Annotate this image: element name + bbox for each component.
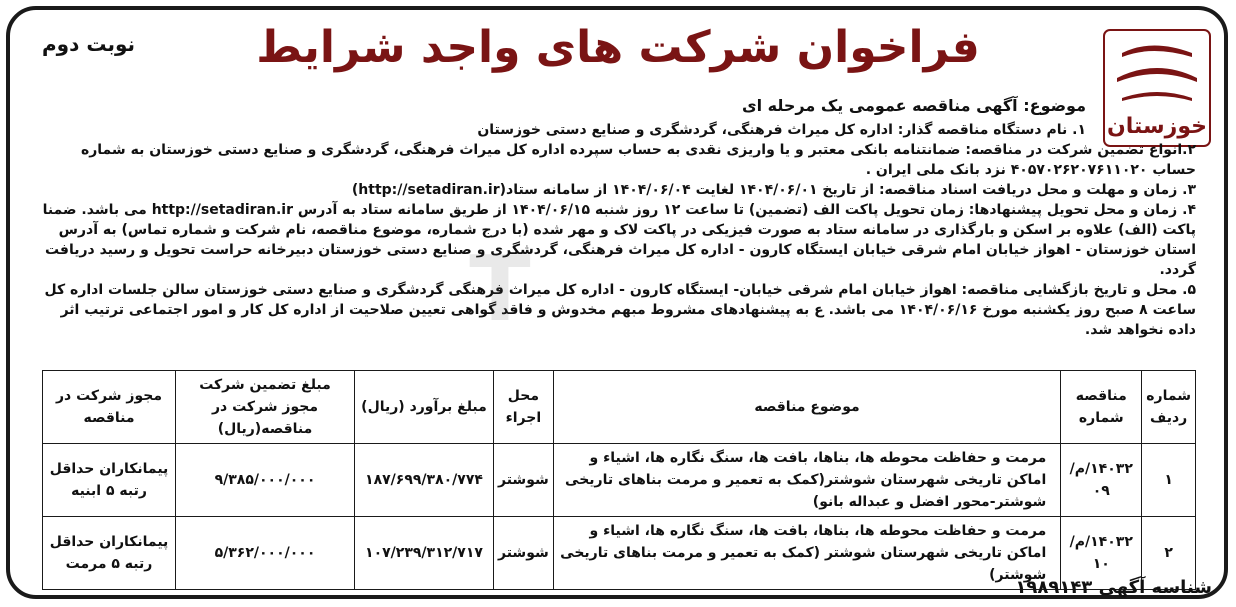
cell-tender-number: ۱۴۰۳۲/م/۱۰: [1061, 517, 1142, 590]
item-5: ۵. محل و تاریخ بازگشایی مناقصه: اهواز خیابان امام شرقی خیابان- ایستگاه کارون - اداره کل میراث فرهنگی گردشگری و صنایع دستی خوزستان سالن جلسات اداره کل ساعت ۸ صبح روز یکشنبه مورخ ۱۴۰۴/۰۶/۱۶ می باشد. ع به پیشنهادهای مشروط مبهم مخدوش و فاقد گواهی تعیین صلاحیت از اداره کل کار و امور اجتماعی ترتیب اثر داده نخواهد شد.: [44, 282, 1196, 338]
cell-location: شوشتر: [494, 517, 554, 590]
organization-logo: [1102, 28, 1212, 148]
cell-row-number: ۱: [1142, 444, 1196, 517]
notice-title: فراخوان شرکت های واجد شرایط: [256, 22, 980, 73]
cell-location: شوشتر: [494, 444, 554, 517]
col-tender-number: مناقصه شماره: [1061, 371, 1142, 444]
cell-tender-subject: مرمت و حفاظت محوطه ها، بناها، بافت ها، سنگ نگاره ها، اشیاء و اماکن تاریخی شهرستان شوشتر(کمک به تعمیر و مرمت بناهای تاریخی شوشتر-محور افضل و عبداله بانو): [553, 444, 1061, 517]
cell-estimate: ۱۰۷/۲۳۹/۳۱۲/۷۱۷: [355, 517, 494, 590]
item-1: ۱. نام دستگاه مناقصه گذار: اداره کل میراث فرهنگی، گردشگری و صنایع دستی خوزستان: [477, 122, 1086, 138]
col-location: محل اجراء: [494, 371, 554, 444]
cell-tender-subject: مرمت و حفاظت محوطه ها، بناها، بافت ها، سنگ نگاره ها، اشیاء و اماکن تاریخی شهرستان شوشتر (کمک به تعمیر و مرمت بناهای تاریخی شوشتر): [553, 517, 1061, 590]
cell-estimate: ۱۸۷/۶۹۹/۳۸۰/۷۷۴: [355, 444, 494, 517]
round-label: نوبت دوم: [42, 32, 136, 56]
watermark-logo: [240, 220, 760, 420]
col-license: مجوز شرکت در مناقصه: [43, 371, 176, 444]
cell-tender-number: ۱۴۰۳۲/م/۰۹: [1061, 444, 1142, 517]
item-4: ۴. زمان و محل تحویل پیشنهادها: زمان تحویل پاکت الف (تضمین) تا ساعت ۱۲ روز شنبه ۱۴۰۴/۰۶/۱۵ از طریق سامانه ستاد به آدرس http://setadiran.ir می باشد. ضمنا پاکت (الف) علاوه بر اسکن و بارگذاری در سامانه ستاد به صورت فیزیکی در پاکت لاک و مهر شده (با درج شماره، موضوع مناقصه، نام شرکت و شماره تماس) به آدرس استان خوزستان - اهواز خیابان امام شرقی خیابان ایستگاه کارون - اداره کل میراث فرهنگی، گردشگری و صنایع دستی خوزستان دبیرخانه حراست تحویل و رسید دریافت گردد.: [42, 202, 1196, 278]
item-2: ۲.انواع تضمین شرکت در مناقصه: ضمانتنامه بانکی معتبر و یا واریزی نقدی به حساب سپرده اداره کل میراث فرهنگی، گردشگری و صنایع دستی خوزستان به شماره حساب ۴۰۵۷۰۲۶۲۰۷۶۱۱۰۲۰ نزد بانک ملی ایران .: [80, 142, 1196, 178]
svg-text:T: T: [469, 237, 531, 342]
logo-text: خوزستان: [1107, 114, 1207, 139]
col-estimate: مبلغ برآورد (ریال): [355, 371, 494, 444]
col-tender-subject: موضوع مناقصه: [553, 371, 1061, 444]
col-row-number: شماره ردیف: [1142, 371, 1196, 444]
cell-license: پیمانکاران حداقل رتبه ۵ مرمت: [43, 517, 176, 590]
cell-guarantee: ۵/۳۶۲/۰۰۰/۰۰۰: [176, 517, 355, 590]
cell-license: پیمانکاران حداقل رتبه ۵ ابنیه: [43, 444, 176, 517]
cell-row-number: ۲: [1142, 517, 1196, 590]
table-row: [43, 444, 1196, 517]
notice-subject: موضوع: آگهی مناقصه عمومی یک مرحله ای: [741, 96, 1086, 115]
col-guarantee: مبلغ تضمین شرکت مجوز شرکت در مناقصه(ریال): [176, 371, 355, 444]
ad-id: شناسه آگهی ۱۹۸۹۱۴۳: [1015, 577, 1212, 598]
cell-guarantee: ۹/۳۸۵/۰۰۰/۰۰۰: [176, 444, 355, 517]
item-3: ۳. زمان و مهلت و محل دریافت اسناد مناقصه: از تاریخ ۱۴۰۴/۰۶/۰۱ لغایت ۱۴۰۴/۰۶/۰۴ از سامانه ستاد(http://setadiran.ir): [351, 182, 1196, 198]
